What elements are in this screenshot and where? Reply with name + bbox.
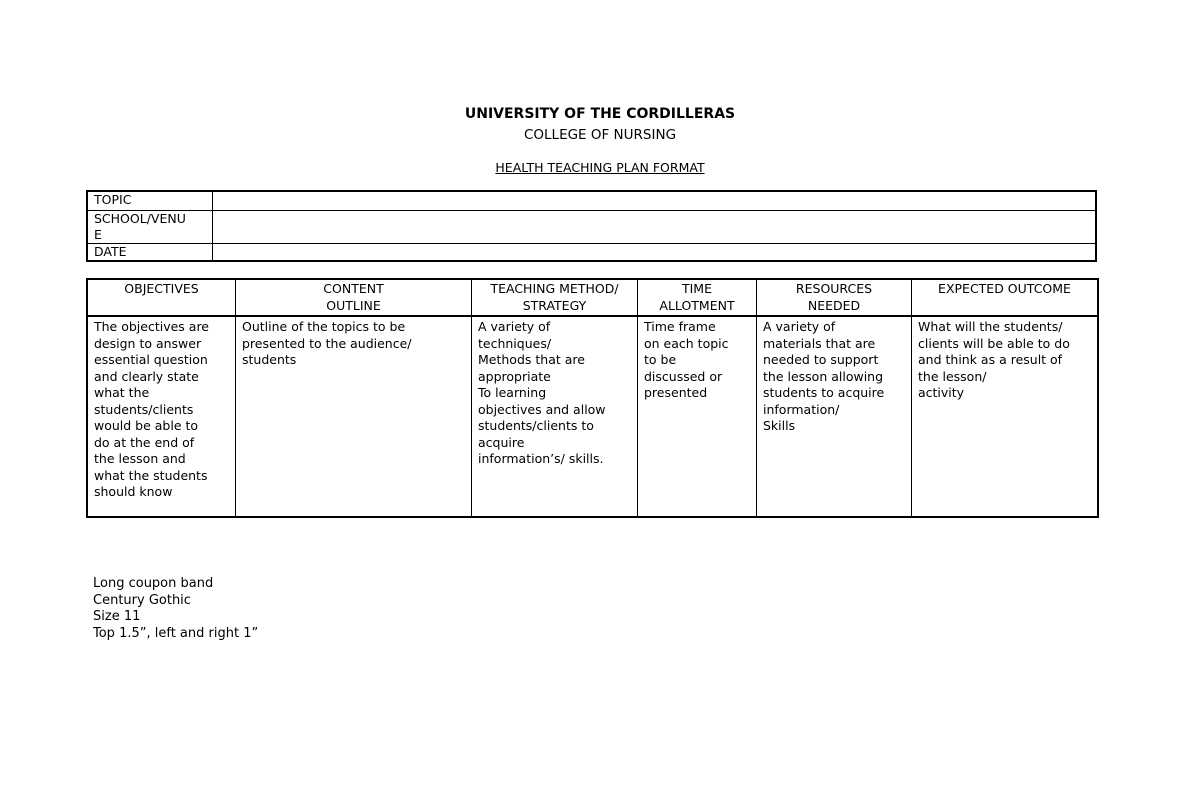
cell-teaching-method: A variety of techniques/ Methods that are appropriate To learning objectives and allow students/clients to acquire information’s/ skills. (472, 316, 638, 517)
college-title: COLLEGE OF NURSING (523, 127, 677, 143)
column-header: RESOURCES NEEDED (757, 279, 912, 316)
note-line: Size 11 (93, 609, 141, 624)
info-value[interactable] (213, 191, 1097, 210)
note-line: Century Gothic (93, 592, 191, 608)
plan-body-row (87, 316, 1098, 517)
info-value[interactable] (213, 210, 1097, 243)
column-header: TIME ALLOTMENT (638, 279, 757, 316)
plan-table (86, 278, 1099, 518)
cell-resources: A variety of materials that are needed to support the lesson allowing students to acquire information/ Skills (757, 316, 912, 517)
format-notes (93, 576, 258, 642)
info-label: DATE (87, 243, 213, 261)
note-line: Long coupon band (93, 576, 214, 591)
info-row-topic (87, 191, 1096, 210)
info-value[interactable] (213, 243, 1097, 261)
university-title: UNIVERSITY OF THE CORDILLERAS (464, 106, 736, 122)
info-label: SCHOOL/VENU E (87, 210, 213, 243)
column-header: OBJECTIVES (87, 279, 236, 316)
cell-time-allotment: Time frame on each topic to be discussed or presented (638, 316, 757, 517)
column-header: EXPECTED OUTCOME (912, 279, 1099, 316)
cell-objectives: The objectives are design to answer essential question and clearly state what the students/clients would be able to do at the end of the lesson and what the students should know (87, 316, 236, 517)
plan-header-row (87, 279, 1098, 316)
info-row-venue (87, 210, 1096, 243)
format-title: HEALTH TEACHING PLAN FORMAT (495, 160, 705, 175)
cell-expected-outcome: What will the students/ clients will be able to do and think as a result of the lesson/ activity (912, 316, 1099, 517)
cell-content-outline: Outline of the topics to be presented to the audience/ students (236, 316, 472, 517)
column-header: CONTENT OUTLINE (236, 279, 472, 316)
info-label: TOPIC (87, 191, 213, 210)
column-header: TEACHING METHOD/ STRATEGY (472, 279, 638, 316)
note-line: Top 1.5”, left and right 1” (93, 625, 259, 641)
info-row-date (87, 243, 1096, 261)
info-table (86, 190, 1097, 262)
